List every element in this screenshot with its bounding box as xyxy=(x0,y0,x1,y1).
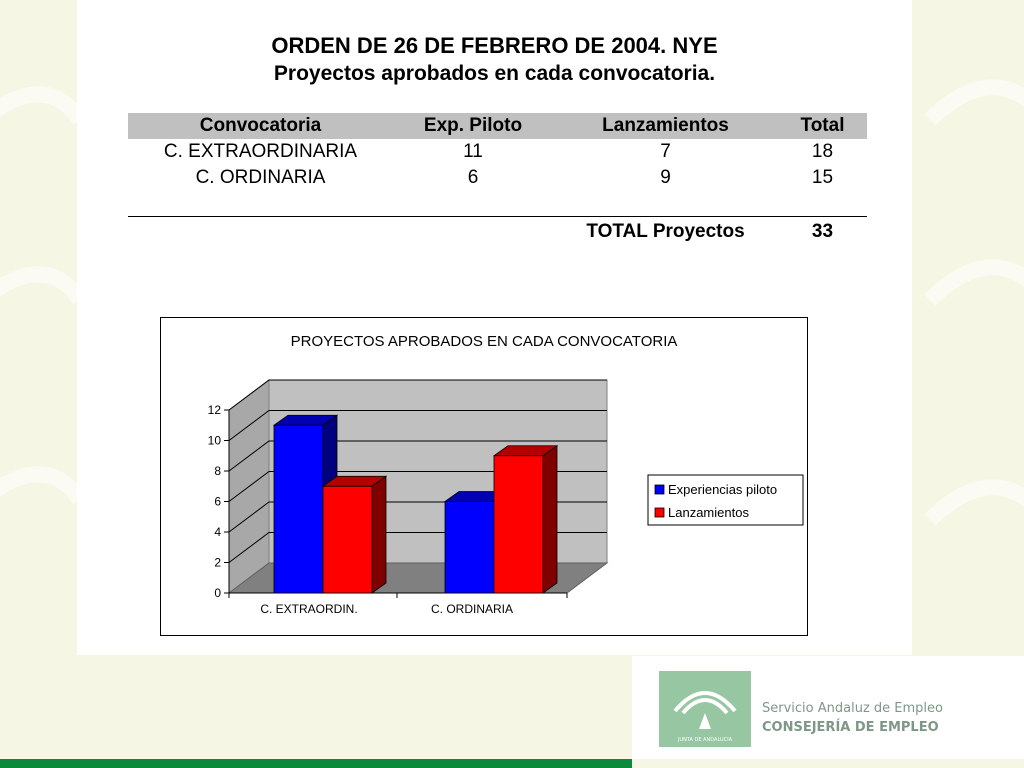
bar-side xyxy=(372,476,386,593)
table-cell: 6 xyxy=(467,167,479,188)
bar xyxy=(494,456,543,593)
y-tick-label: 4 xyxy=(214,525,221,539)
table-cell: C. EXTRAORDINARIA xyxy=(163,141,358,162)
bar xyxy=(445,502,494,594)
bottom-accent-bar xyxy=(0,759,632,768)
legend-swatch xyxy=(655,508,664,517)
branding-line1: Servicio Andaluz de Empleo xyxy=(762,701,943,716)
table-cell: 11 xyxy=(463,141,483,162)
legend-label: Lanzamientos xyxy=(668,505,749,520)
bar-side xyxy=(543,446,557,593)
chart-container xyxy=(160,317,808,636)
table-row xyxy=(128,139,867,165)
legend-swatch xyxy=(655,485,664,494)
y-tick-label: 2 xyxy=(214,555,221,570)
total-value: 33 xyxy=(778,217,867,247)
table-cell: 18 xyxy=(811,141,834,162)
junta-andalucia-logo xyxy=(659,671,751,747)
bar xyxy=(323,486,372,593)
slide-title-line1: ORDEN DE 26 DE FEBRERO DE 2004. NYE xyxy=(271,33,718,58)
logo-caption: JUNTA DE ANDALUCIA xyxy=(677,737,733,743)
y-tick-label: 0 xyxy=(214,586,221,600)
table-header: Lanzamientos xyxy=(553,113,778,139)
slide-title-line2: Proyectos aprobados en cada convocatoria. xyxy=(273,62,716,85)
table-cell: C. ORDINARIA xyxy=(195,167,326,188)
total-label: TOTAL Proyectos xyxy=(553,217,778,247)
table-spacer xyxy=(128,191,867,217)
x-tick-label: C. EXTRAORDIN. xyxy=(260,602,358,616)
branding-line2: CONSEJERÍA DE EMPLEO xyxy=(762,720,939,735)
table-row xyxy=(128,165,867,191)
table-header-row xyxy=(128,113,867,139)
table-total-row xyxy=(128,217,867,247)
table-cell: 15 xyxy=(811,167,834,188)
table-cell: 7 xyxy=(660,141,671,162)
slide-panel xyxy=(77,0,912,655)
table-cell: 9 xyxy=(660,167,671,188)
table-header: Exp. Piloto xyxy=(393,113,553,139)
bar-chart xyxy=(161,318,807,635)
y-tick-label: 10 xyxy=(207,433,221,448)
table-header: Total xyxy=(778,113,867,139)
summary-table xyxy=(128,113,867,246)
chart-title: PROYECTOS APROBADOS EN CADA CONVOCATORIA xyxy=(290,333,678,350)
bar xyxy=(274,425,323,593)
y-tick-label: 8 xyxy=(214,464,221,478)
legend-label: Experiencias piloto xyxy=(668,482,778,497)
logo-emblem-icon xyxy=(659,671,751,747)
y-tick-label: 6 xyxy=(214,494,221,509)
table-header: Convocatoria xyxy=(128,113,393,139)
x-tick-label: C. ORDINARIA xyxy=(430,602,514,616)
y-tick-label: 12 xyxy=(207,403,221,417)
slide-title xyxy=(77,32,912,88)
